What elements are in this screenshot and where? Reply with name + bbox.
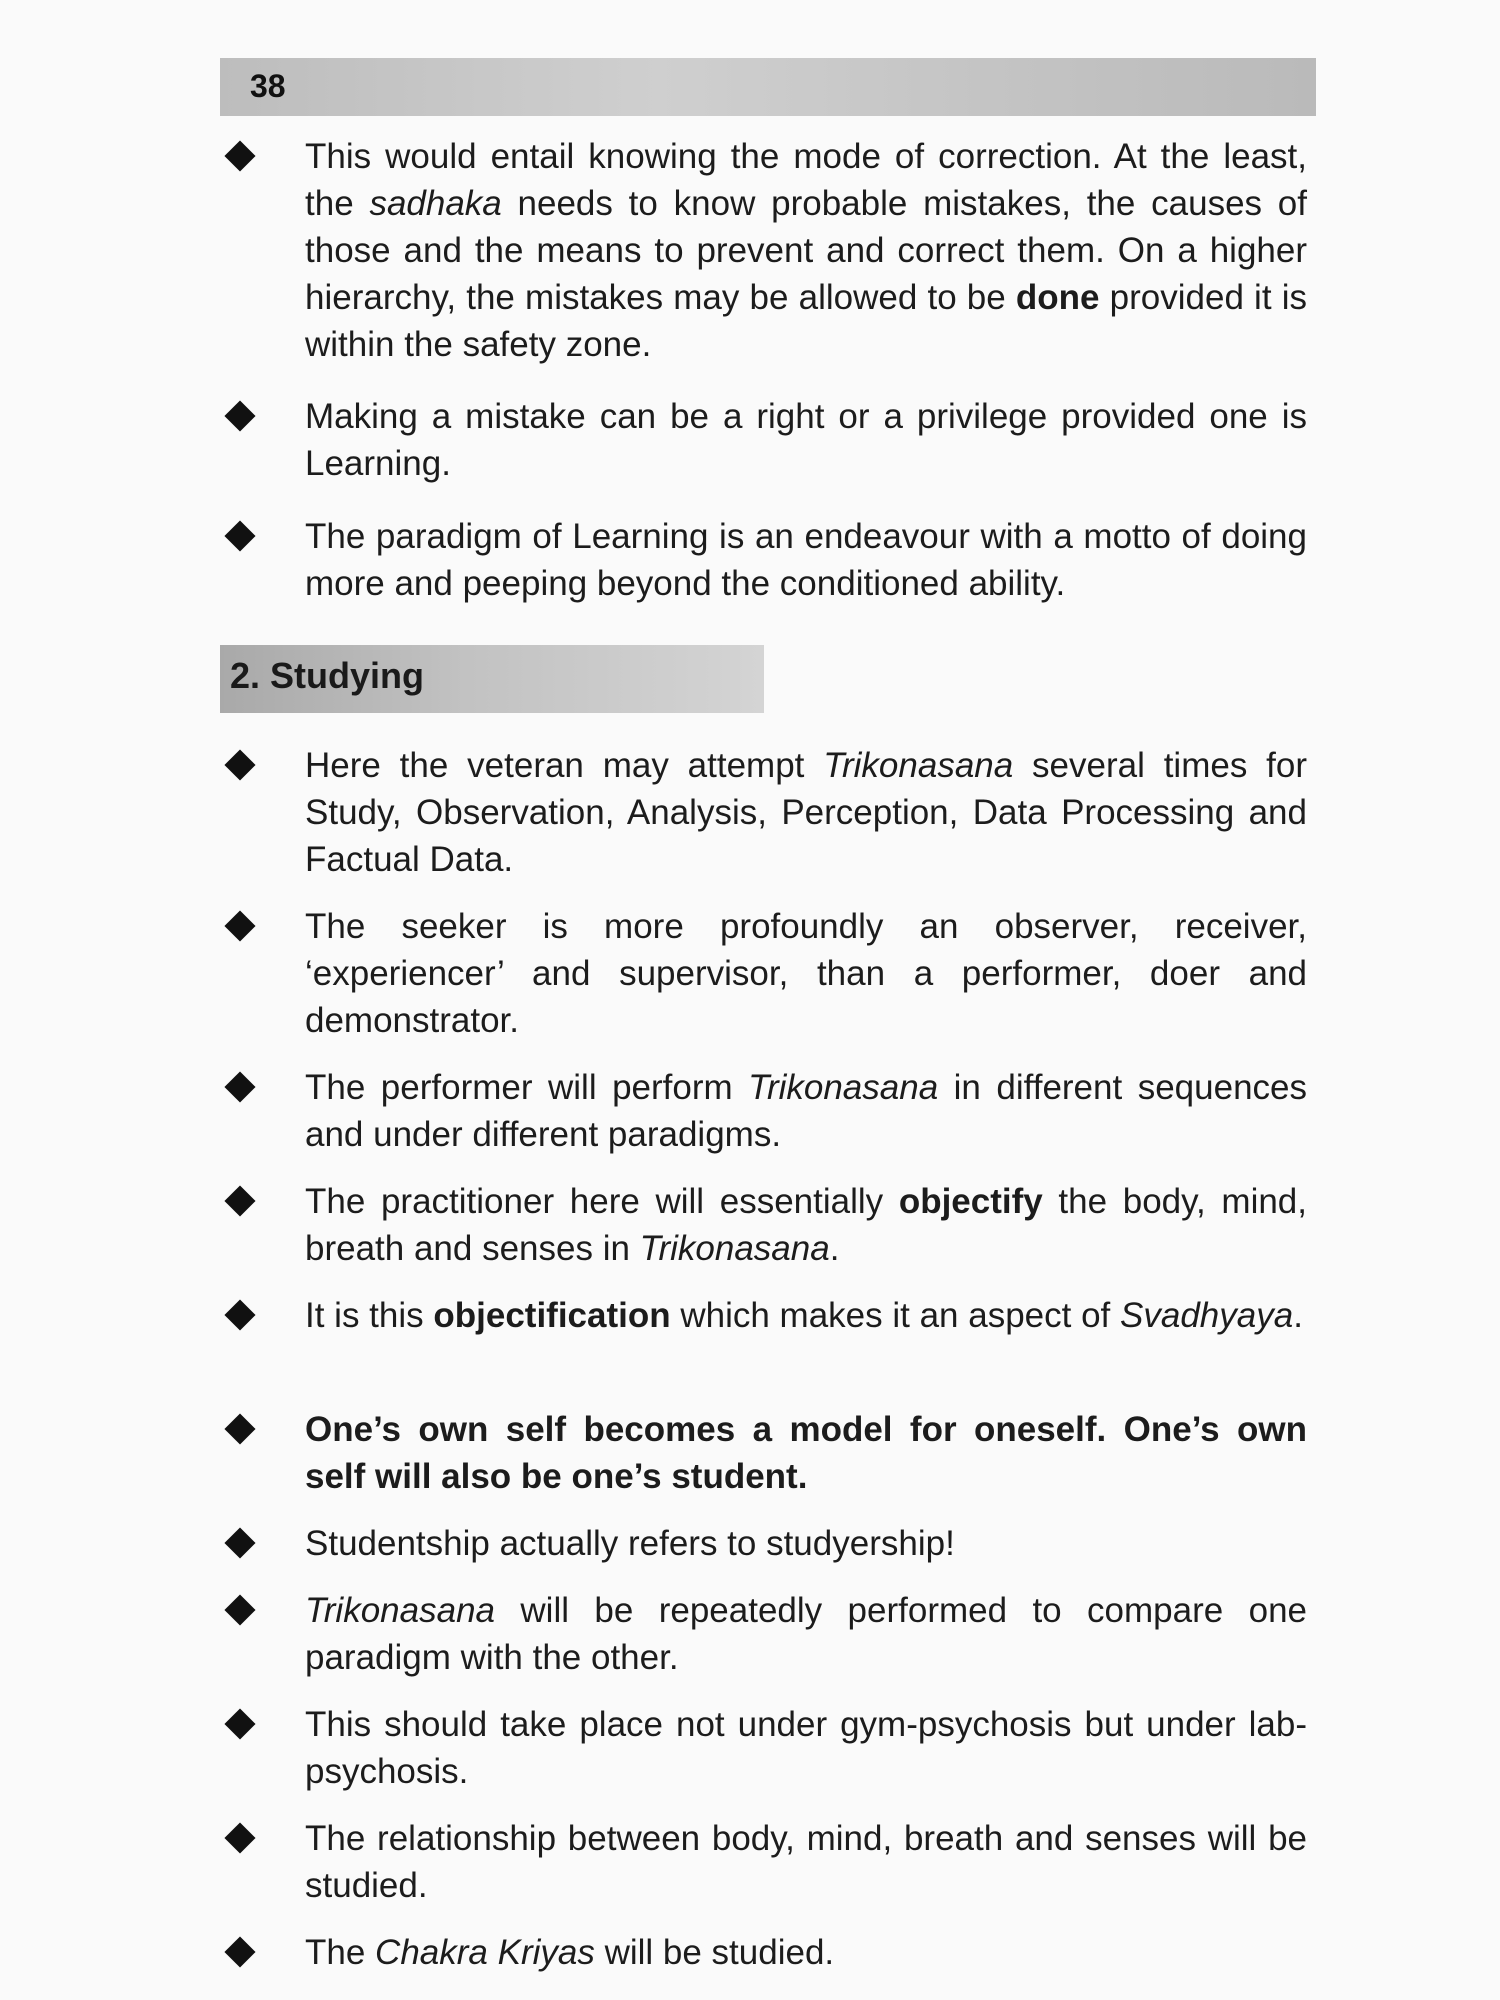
bullet-text-fragment: . (829, 1229, 840, 1268)
bullet-text-fragment: Trikonasana (305, 1591, 496, 1630)
bullet-text (305, 1929, 1307, 1976)
bullet-text (305, 1520, 1307, 1567)
bullet-text-fragment: It is this (305, 1296, 434, 1335)
bullet-text-fragment: in different sequences and under different paradigms. (305, 1068, 1307, 1154)
bullet-text (305, 1178, 1307, 1272)
bullet-text-fragment: needs to know probable mistakes, the causes of those and the means to prevent and correct them. On a higher hierarchy, the mistakes may be allowed to be (305, 184, 1307, 317)
bullet-item (221, 1587, 1317, 1681)
bullet-item (221, 1178, 1317, 1272)
bullet-text-fragment: Studentship actually refers to studyership! (305, 1524, 955, 1563)
bullet-text (305, 903, 1307, 1044)
bullet-text (305, 1406, 1307, 1500)
bullet-text-fragment: Trikonasana (639, 1229, 830, 1268)
section-heading (220, 645, 764, 713)
bullet-text-fragment: The practitioner here will essentially (305, 1182, 899, 1221)
bullet-text-fragment: The paradigm of Learning is an endeavour with a motto of doing more and peeping beyond the conditioned ability. (305, 517, 1307, 603)
bullet-text-fragment: Svadhyaya (1120, 1296, 1294, 1335)
bullet-text (305, 513, 1307, 607)
diamond-bullet-icon (224, 1527, 255, 1558)
bullet-text-fragment: which makes it an aspect of (670, 1296, 1121, 1335)
bullet-item (221, 1406, 1317, 1500)
bullet-text-fragment: . (1293, 1296, 1303, 1335)
bullet-item (221, 1292, 1317, 1339)
bullet-text-fragment: will be studied. (594, 1933, 835, 1972)
bullet-item (221, 1929, 1317, 1976)
bullet-item (221, 1064, 1317, 1158)
bullet-item (221, 903, 1317, 1044)
bullet-text-fragment: objectify (898, 1182, 1043, 1221)
diamond-bullet-icon (224, 1071, 255, 1102)
bullet-text (305, 1815, 1307, 1909)
bullet-text-fragment: The relationship between body, mind, breath and senses will be studied. (305, 1819, 1307, 1905)
bullet-text-fragment: The (305, 1933, 376, 1972)
diamond-bullet-icon (224, 1185, 255, 1216)
bullet-text (305, 1587, 1307, 1681)
bullet-text-fragment: sadhaka (369, 184, 502, 223)
bullet-text (305, 393, 1307, 487)
diamond-bullet-icon (224, 1594, 255, 1625)
bullet-item (221, 1815, 1317, 1909)
page-number: 38 (250, 68, 286, 104)
bullet-text-fragment: Making a mistake can be a right or a privilege provided one is Learning. (305, 397, 1307, 483)
diamond-bullet-icon (224, 749, 255, 780)
bullet-text-fragment: done (1015, 278, 1100, 317)
bullet-text-fragment: The seeker is more profoundly an observer, receiver, ‘experiencer’ and supervisor, than a performer, doer and demonstrator. (305, 907, 1307, 1040)
bullet-item (221, 513, 1317, 607)
bullet-item (221, 1520, 1317, 1567)
bullet-text (305, 1064, 1307, 1158)
bullet-text-fragment: Chakra Kriyas (375, 1933, 595, 1972)
bullet-text (305, 1701, 1307, 1795)
diamond-bullet-icon (224, 140, 255, 171)
diamond-bullet-icon (224, 1708, 255, 1739)
section-heading-text: 2. Studying (230, 655, 425, 696)
bullet-item (221, 393, 1317, 487)
bullet-text-fragment: will be repeatedly performed to compare one paradigm with the other. (305, 1591, 1307, 1677)
diamond-bullet-icon (224, 1413, 255, 1444)
bullet-text-fragment: several times for Study, Observation, Analysis, Perception, Data Processing and Factual Data. (305, 746, 1307, 879)
page-header (220, 58, 1316, 116)
diamond-bullet-icon (224, 520, 255, 551)
bullet-text (305, 742, 1307, 883)
bullet-text-fragment: objectification (433, 1296, 671, 1335)
bullet-item (221, 1701, 1317, 1795)
bullet-text-fragment: Here the veteran may attempt (305, 746, 824, 785)
bullet-text (305, 1292, 1307, 1339)
bullet-text-fragment: Trikonasana (748, 1068, 939, 1107)
diamond-bullet-icon (224, 400, 255, 431)
diamond-bullet-icon (224, 1936, 255, 1967)
bullet-text (305, 133, 1307, 368)
diamond-bullet-icon (224, 1299, 255, 1330)
bullet-item (221, 133, 1317, 368)
diamond-bullet-icon (224, 910, 255, 941)
bullet-text-fragment: One’s own self becomes a model for oneself. One’s own self will also be one’s student. (305, 1410, 1307, 1496)
bullet-text-fragment: provided it is within the safety zone. (305, 278, 1307, 364)
diamond-bullet-icon (224, 1822, 255, 1853)
bullet-text-fragment: This should take place not under gym-psychosis but under lab-psychosis. (305, 1705, 1307, 1791)
bullet-text-fragment: The performer will perform (305, 1068, 749, 1107)
bullet-text-fragment: Trikonasana (823, 746, 1014, 785)
bullet-item (221, 742, 1317, 883)
bullet-text-fragment: This would entail knowing the mode of correction. At the least, the (305, 137, 1307, 223)
bullet-text-fragment: the body, mind, breath and senses in (305, 1182, 1307, 1268)
